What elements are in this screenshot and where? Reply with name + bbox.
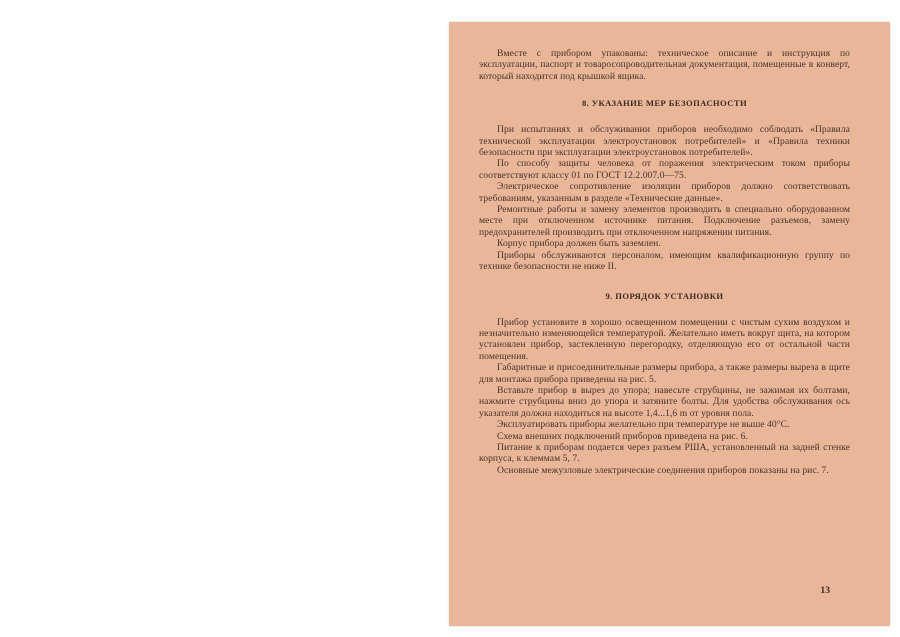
section-9-paragraph-3: Вставьте прибор в вырез до упора; навесьте струбцины, не зажимая их болтами, нажмите струбцины вниз до упора и затяните болты. Для удобства обслуживания ось указателя должна находиться на высоте 1,4...1,6 m от уровня пола. [479,384,850,419]
page-number: 13 [820,585,830,596]
intro-paragraph: Вместе с прибором упакованы: техническое описание и инструкция по эксплуатации, паспорт и товаросопроводительная документация, помещенные в конверт, который находится под крышкой ящика. [479,48,850,82]
section-8-paragraph-5: Корпус прибора должен быть заземлен. [497,238,661,250]
section-9-heading: 9. ПОРЯДОК УСТАНОВКИ [605,290,724,301]
section-8-paragraph-1: При испытаниях и обслуживании приборов необходимо соблюдать «Правила технической эксплуатации электроустановок потребителей» и «Правила техники безопасности при эксплуатации электроустановок потребителей». [479,124,850,159]
section-9-paragraph-5: Схема внешних подключений приборов приведена на рис. 6. [497,430,748,442]
section-9-paragraph-7: Основные межузловые электрические соединения приборов показаны на рис. 7. [497,464,829,476]
section-9-paragraph-6: Питание к приборам подается через разъем РША, установленный на задней стенке корпуса, к клеммам 5, 7. [479,441,850,465]
section-8-paragraph-2: По способу защиты человека от поражения электрическим током приборы соответствуют классу 01 по ГОСТ 12.2.007.0—75. [479,158,850,181]
document-page [449,22,890,626]
section-9-paragraph-2: Габаритные и присоединительные размеры прибора, а также размеры выреза в щите для монтажа прибора приведены на рис. 5. [479,362,850,385]
section-8-paragraph-6: Приборы обслуживаются персоналом, имеющим квалификационную группу по технике безопасности не ниже II. [479,249,850,273]
section-8-heading: 8. УКАЗАНИЕ МЕР БЕЗОПАСНОСТИ [581,98,748,109]
section-9-paragraph-4: Эксплуатировать приборы желательно при температуре не выше 40°С. [497,419,790,431]
section-9-paragraph-1: Прибор установите в хорошо освещенном помещении с чистым сухим воздухом и незначительно изменяющейся температурой. Желательно иметь вокруг щита, на котором установлен прибор, застекленную перегородку, отделяющую его от остальной части помещения. [479,316,850,362]
section-8-paragraph-3: Электрическое сопротивление изоляции приборов должно соответствовать требованиям, указанным в разделе «Технические данные». [479,181,850,204]
section-8-paragraph-4: Ремонтные работы и замену элементов производить в специально оборудованном месте при отключенном источнике питания. Подключение разъемов, замену предохранителей производить при отключенном напряжении питания. [479,204,850,238]
